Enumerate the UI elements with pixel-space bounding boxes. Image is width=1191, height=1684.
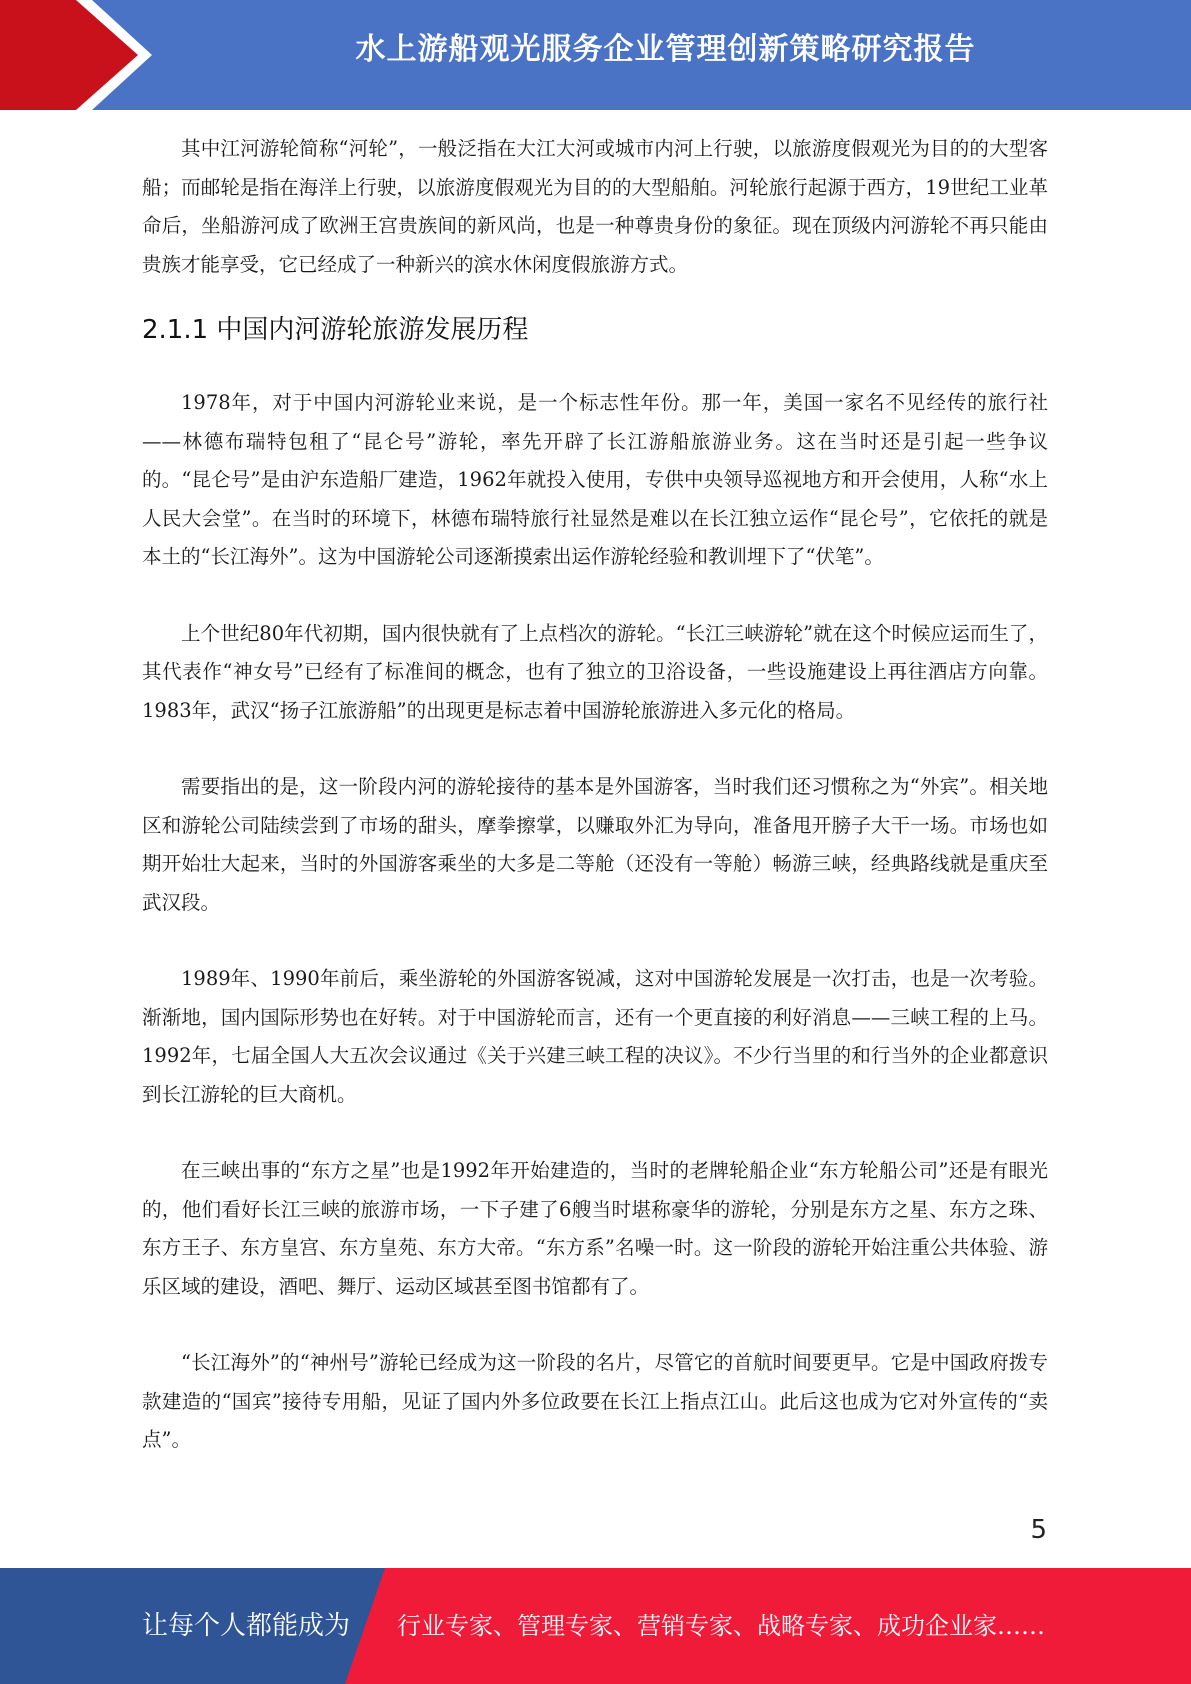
paragraph-1980s: 上个世纪80年代初期，国内很快就有了上点档次的游轮。“长江三峡游轮”就在这个时候应运而生了，其代表作“神女号”已经有了标准间的概念，也有了独立的卫浴设备，一些设施建设上再往酒店方向靠。1983年，武汉“扬子江旅游船”的出现更是标志着中国游轮旅游进入多元化的格局。 (142, 621, 1048, 722)
footer-slogan-left: 让每个人都能成为 (142, 1611, 351, 1641)
paragraph-shenzhou: “长江海外”的“神州号”游轮已经成为这一阶段的名片，尽管它的首航时间要更早。它是中国政府拨专款建造的“国宾”接待专用船，见证了国内外多位政要在长江上指点江山。此后这也成为它对外宣传的“卖点”。 (142, 1351, 1048, 1451)
paragraph-1978: 1978年，对于中国内河游轮业来说，是一个标志性年份。那一年，美国一家名不见经传的旅行社——林德布瑞特包租了“昆仑号”游轮，率先开辟了长江游船旅游业务。这在当时还是引起一些争议的。“昆仑号”是由沪东造船厂建造，1962年就投入使用，专供中央领导巡视地方和开会使用，人称“水上人民大会堂”。在当时的环境下，林德布瑞特旅行社显然是难以在长江独立运作“昆仑号”，它依托的就是本土的“长江海外”。这为中国游轮公司逐渐摸索出运作游轮经验和教训埋下了“伏笔”。 (142, 391, 1048, 568)
document-body (142, 130, 1048, 1460)
header-title: 水上游船观光服务企业管理创新策略研究报告 (355, 32, 976, 67)
paragraph-eastern-star: 在三峡出事的“东方之星”也是1992年开始建造的，当时的老牌轮船企业“东方轮船公司”还是有眼光的，他们看好长江三峡的旅游市场，一下子建了6艘当时堪称豪华的游轮，分别是东方之星、东方之珠、东方王子、东方皇宫、东方皇苑、东方大帝。“东方系”名噪一时。这一阶段的游轮开始注重公共体验、游乐区域的建设，酒吧、舞厅、运动区域甚至图书馆都有了。 (142, 1159, 1048, 1298)
page-number: 5 (1030, 1515, 1047, 1545)
section-heading: 2.1.1 中国内河游轮旅游发展历程 (142, 315, 529, 345)
page-footer (0, 1568, 1191, 1684)
paragraph-1989-1990: 1989年、1990年前后，乘坐游轮的外国游客锐减，这对中国游轮发展是一次打击，也是一次考验。渐渐地，国内国际形势也在好转。对于中国游轮而言，还有一个更直接的利好消息——三峡工程的上马。1992年，七届全国人大五次会议通过《关于兴建三峡工程的决议》。不少行当里的和行当外的企业都意识到长江游轮的巨大商机。 (142, 967, 1048, 1106)
footer-slogan-right: 行业专家、管理专家、营销专家、战略专家、成功企业家…… (397, 1612, 1045, 1640)
page-header (0, 0, 1191, 110)
paragraph-foreign-guests: 需要指出的是，这一阶段内河的游轮接待的基本是外国游客，当时我们还习惯称之为“外宾”。相关地区和游轮公司陆续尝到了市场的甜头，摩拳擦掌，以赚取外汇为导向，准备甩开膀子大干一场。市场也如期开始壮大起来，当时的外国游客乘坐的大多是二等舱（还没有一等舱）畅游三峡，经典路线就是重庆至武汉段。 (142, 775, 1048, 914)
intro-paragraph: 其中江河游轮简称“河轮”，一般泛指在大江大河或城市内河上行驶，以旅游度假观光为目的的大型客船；而邮轮是指在海洋上行驶，以旅游度假观光为目的的大型船舶。河轮旅行起源于西方，19世纪工业革命后，坐船游河成了欧洲王宫贵族间的新风尚，也是一种尊贵身份的象征。现在顶级内河游轮不再只能由贵族才能享受，它已经成了一种新兴的滨水休闲度假旅游方式。 (142, 137, 1048, 276)
